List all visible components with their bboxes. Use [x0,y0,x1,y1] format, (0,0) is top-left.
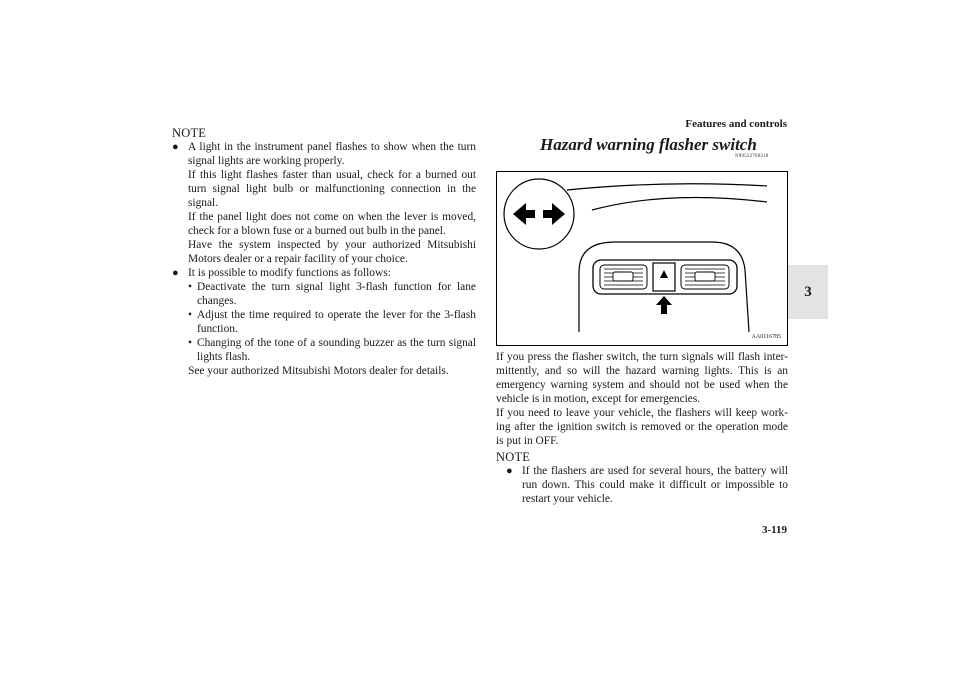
page-number: 3-119 [761,524,787,536]
section-title: Features and controls [685,118,787,130]
paragraph: Have the system inspected by your authorized Mitsubishi Motors dealer or a repair facility of your choice. [188,239,476,265]
note-item [172,266,476,378]
dot-icon: • [188,309,192,321]
hazard-switch-figure [496,171,788,346]
sub-item [188,308,476,336]
dash-line-lower [592,198,767,211]
note-title: NOTE [496,450,531,464]
sub-item-text: Adjust the time required to operate the lever for the 3-flash function. [197,309,476,335]
paragraph: If the panel light does not come on when the lever is moved, check for a blown fuse or a burned out bulb in the panel. [188,211,476,237]
dashboard-illustration [497,172,787,345]
note-title: NOTE [172,126,207,140]
figure-label: AA0116785 [751,334,781,340]
paragraph: If this light flashes faster than usual, check for a burned out turn signal light bulb or malfunctioning connection in the signal. [188,169,476,209]
paragraph: A light in the instrument panel flashes to show when the turn signal lights are working properly. [188,141,476,167]
bullet-icon: ● [172,267,179,279]
bullet-icon: ● [172,141,179,153]
section-heading: Hazard warning flasher switch [540,135,757,154]
paragraph: If you press the flasher switch, the turn signals will flash inter-mittently, and so will the hazard warning lights. This is an emergency warning system and should not be used when the vehicle is in motion, except for emergencies. [496,351,788,405]
reference-code: N00522700318 [735,154,769,159]
dot-icon: • [188,337,192,349]
dot-icon: • [188,281,192,293]
paragraph: If the flashers are used for several hours, the battery will run down. This could make it difficult or impossible to restart your vehicle. [522,465,788,505]
left-column [172,126,476,378]
sub-item [188,336,476,364]
sub-item-text: Deactivate the turn signal light 3-flash function for lane changes. [197,281,476,307]
right-vent-knob [695,272,715,281]
up-arrow-icon [656,296,672,314]
paragraph: If you need to leave your vehicle, the flashers will keep work-ing after the ignition switch is removed or the operation mode is put in OFF. [496,407,788,447]
note-item [496,464,788,506]
note-item [172,140,476,266]
closing-text: See your authorized Mitsubishi Motors dealer for details. [188,365,449,377]
paragraph: It is possible to modify functions as follows: [188,267,391,279]
right-column-body [496,350,788,506]
left-vent-knob [613,272,633,281]
chapter-tab: 3 [788,265,828,319]
bullet-icon: ● [506,465,513,477]
dash-line-upper [567,184,767,190]
sub-item [188,280,476,308]
sub-item-text: Changing of the tone of a sounding buzzer as the turn signal lights flash. [197,337,476,363]
